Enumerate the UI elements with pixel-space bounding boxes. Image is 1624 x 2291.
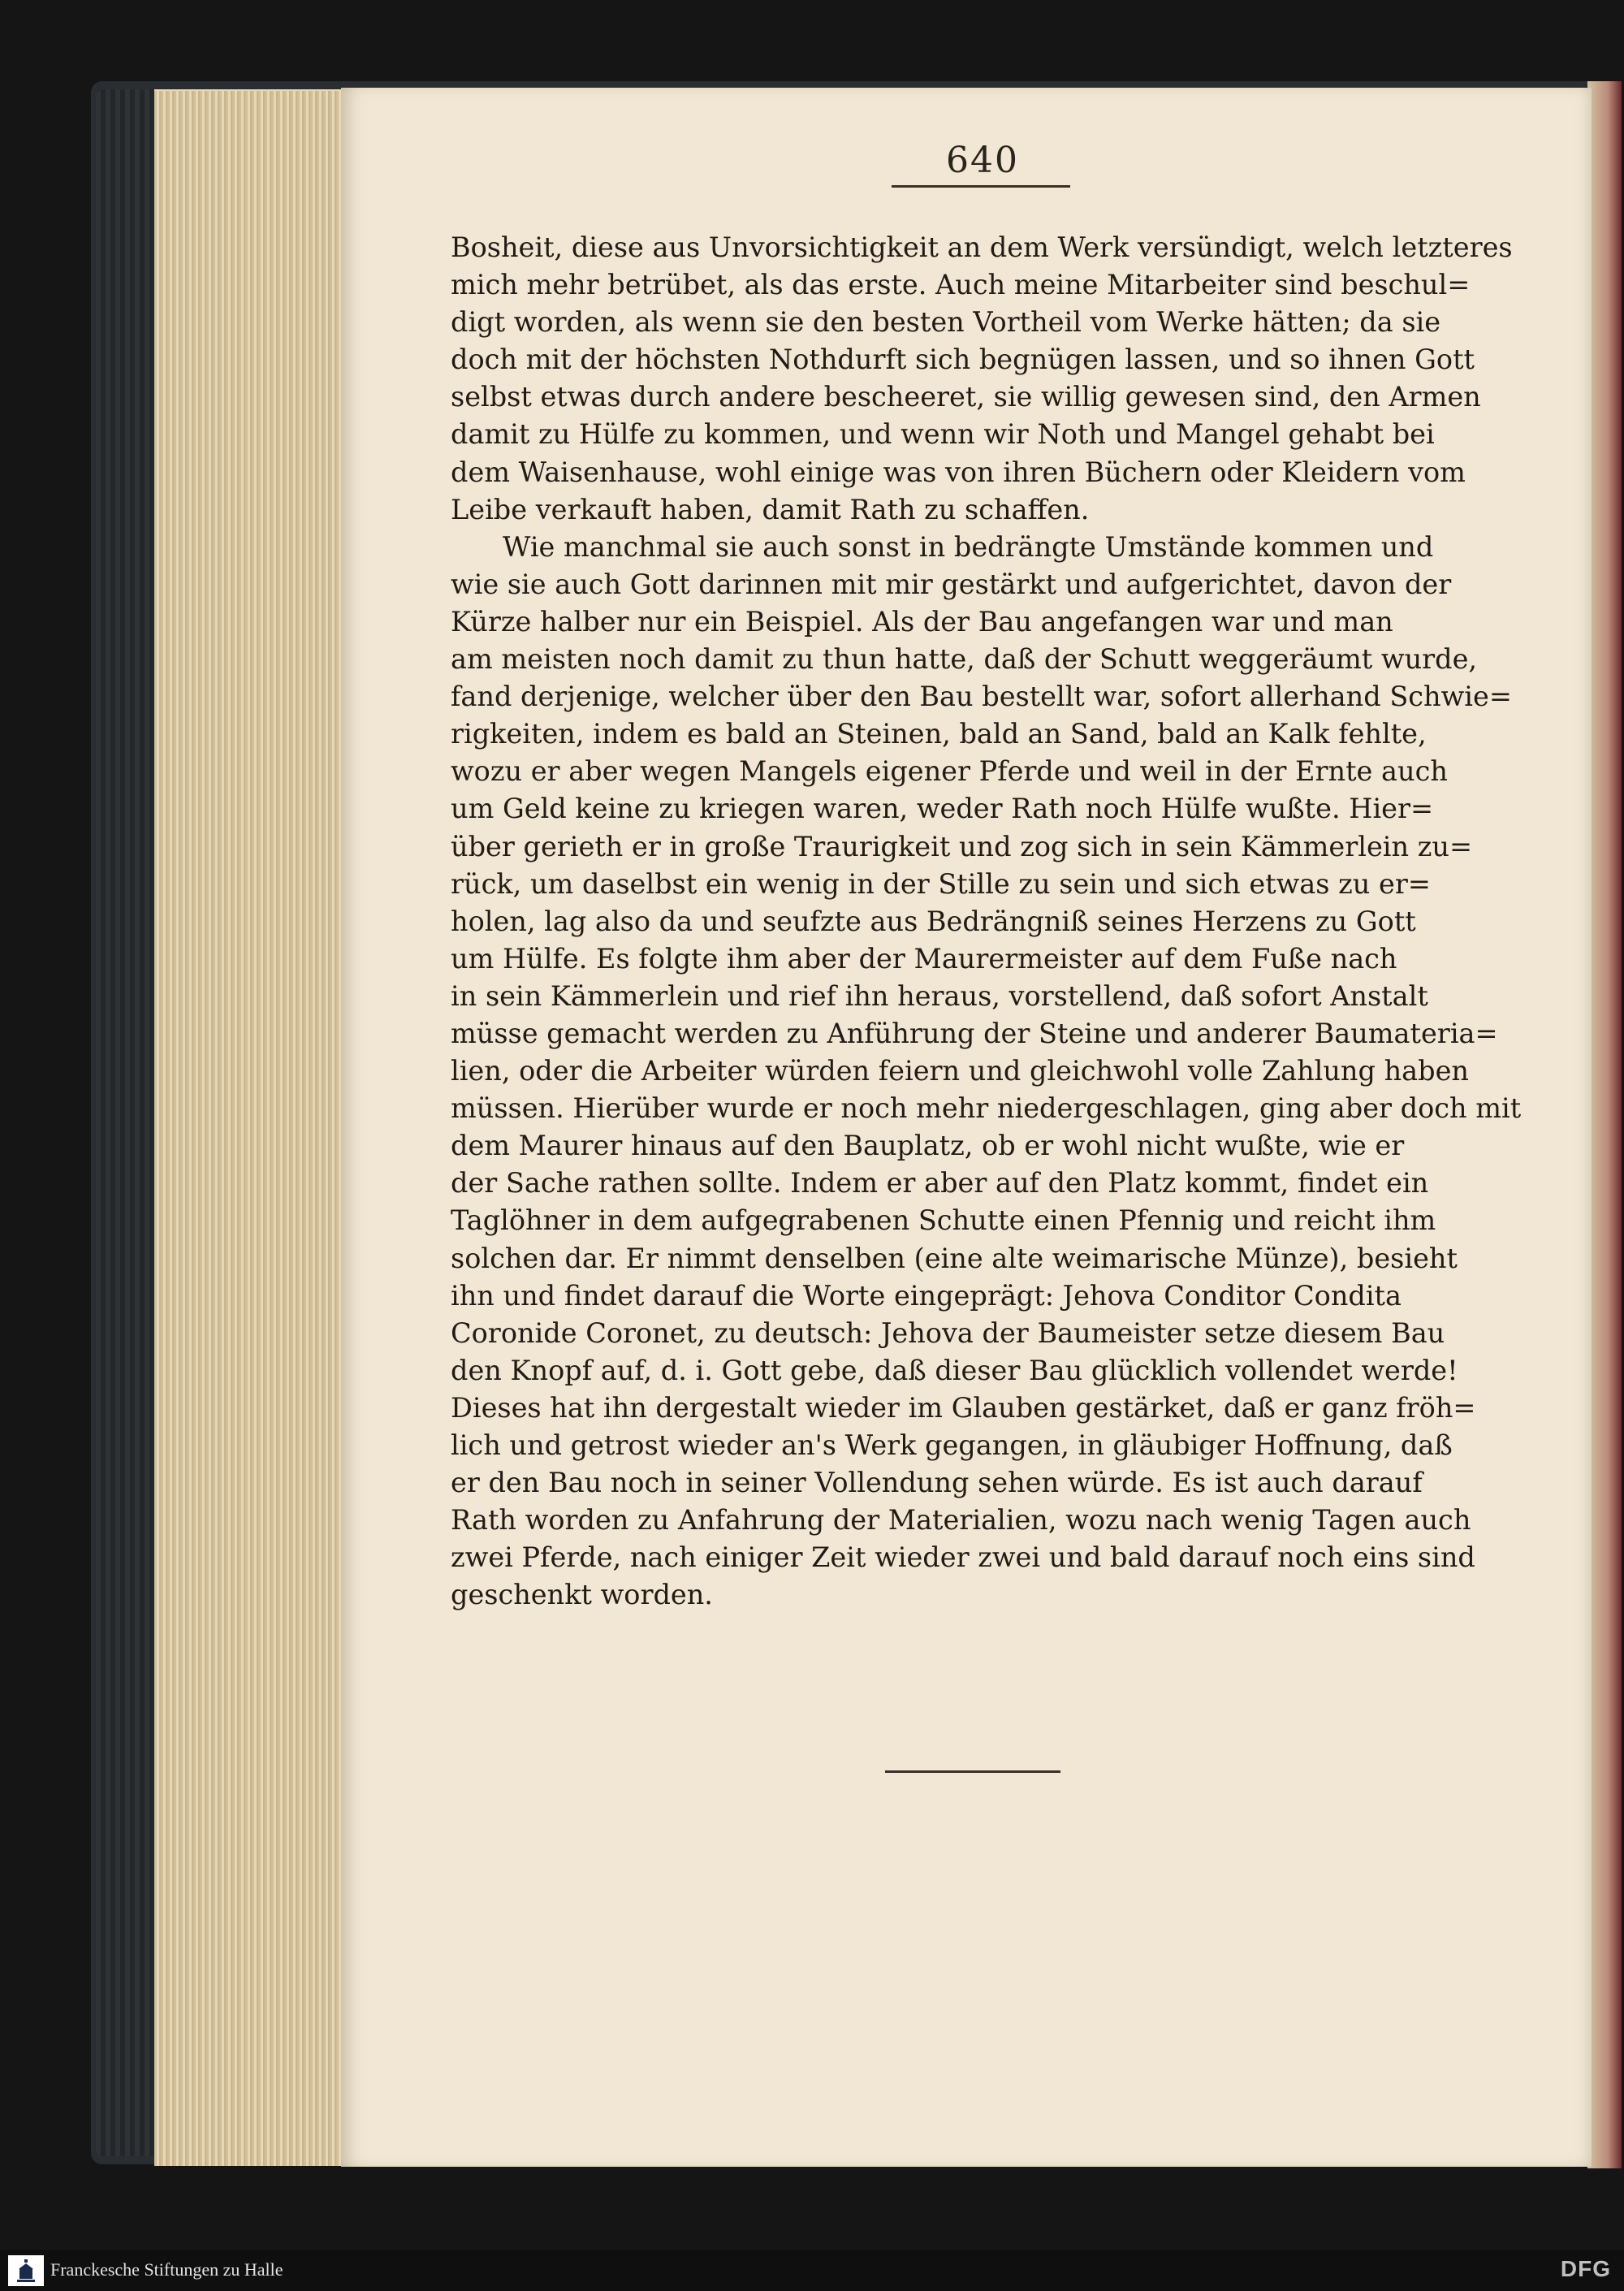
text-line: Bosheit, diese aus Unvorsichtigkeit an dem Werk versündigt, welch letzteres — [451, 231, 1513, 263]
book-right-edge — [1587, 81, 1622, 2168]
text-line: digt worden, als wenn sie den besten Vortheil vom Werke hätten; da sie — [451, 306, 1441, 339]
page-stack — [154, 91, 343, 2166]
text-line: zwei Pferde, nach einiger Zeit wieder zwei und bald darauf noch eins sind — [451, 1541, 1475, 1574]
text-line: lich und getrost wieder an's Werk gegangen, in gläubiger Hoffnung, daß — [451, 1429, 1453, 1461]
text-line: er den Bau noch in seiner Vollendung sehen würde. Es ist auch darauf — [451, 1467, 1423, 1499]
text-line: holen, lag also da und seufzte aus Bedrängniß seines Herzens zu Gott — [451, 905, 1416, 937]
text-line: ihn und findet darauf die Worte eingeprägt: Jehova Conditor Condita — [451, 1279, 1402, 1312]
text-line: Wie manchmal sie auch sonst in bedrängte Umstände kommen und — [503, 530, 1434, 563]
text-line: müssen. Hierüber wurde er noch mehr niedergeschlagen, ging aber doch mit — [451, 1092, 1522, 1125]
text-line: dem Maurer hinaus auf den Bauplatz, ob er wohl nicht wußte, wie er — [451, 1130, 1405, 1162]
text-line: Leibe verkauft haben, damit Rath zu schaffen. — [451, 493, 1090, 525]
page-number: 640 — [946, 140, 1019, 181]
text-line: Kürze halber nur ein Beispiel. Als der Bau angefangen war und man — [451, 605, 1393, 638]
text-line: in sein Kämmerlein und rief ihn heraus, vorstellend, daß sofort Anstalt — [451, 979, 1428, 1012]
text-line: den Knopf auf, d. i. Gott gebe, daß dieser Bau glücklich vollendet werde! — [451, 1354, 1458, 1386]
text-line: rück, um daselbst ein wenig in der Stille zu sein und sich etwas zu er= — [451, 867, 1431, 900]
text-line: Dieses hat ihn dergestalt wieder im Glauben gestärket, daß er ganz fröh= — [451, 1391, 1476, 1424]
page-number-rule — [892, 185, 1070, 188]
text-line: mich mehr betrübet, als das erste. Auch meine Mitarbeiter sind beschul= — [451, 269, 1471, 301]
text-line: Coronide Coronet, zu deutsch: Jehova der Baumeister setze diesem Bau — [451, 1316, 1445, 1349]
text-line: selbst etwas durch andere bescheeret, sie willig gewesen sind, den Armen — [451, 381, 1481, 413]
text-line: lien, oder die Arbeiter würden feiern und gleichwohl volle Zahlung haben — [451, 1055, 1469, 1087]
text-line: damit zu Hülfe zu kommen, und wenn wir Noth und Mangel gehabt bei — [451, 418, 1435, 451]
text-line: geschenkt worden. — [451, 1579, 713, 1611]
text-line: Taglöhner in dem aufgegrabenen Schutte einen Pfennig und reicht ihm — [451, 1204, 1436, 1237]
text-line: fand derjenige, welcher über den Bau bestellt war, sofort allerhand Schwie= — [451, 681, 1512, 713]
end-rule — [885, 1770, 1060, 1773]
institution-label: Franckesche Stiftungen zu Halle — [50, 2259, 283, 2280]
text-line: müsse gemacht werden zu Anführung der Steine und anderer Baumateria= — [451, 1017, 1498, 1049]
text-line: doch mit der höchsten Nothdurft sich begnügen lassen, und so ihnen Gott — [451, 344, 1475, 376]
text-line: dem Waisenhause, wohl einige was von ihren Büchern oder Kleidern vom — [451, 456, 1466, 488]
text-line: um Hülfe. Es folgte ihm aber der Maurermeister auf dem Fuße nach — [451, 942, 1397, 975]
text-line: solchen dar. Er nimmt denselben (eine alte weimarische Münze), besieht — [451, 1242, 1458, 1274]
page-text — [451, 229, 1522, 1614]
viewer-footer — [0, 2250, 1624, 2291]
dfg-logo: DFG — [1560, 2256, 1611, 2281]
text-line: über gerieth er in große Traurigkeit und zog sich in sein Kämmerlein zu= — [451, 830, 1473, 862]
text-line: wozu er aber wegen Mangels eigener Pferde und weil in der Ernte auch — [451, 755, 1448, 788]
text-line: rigkeiten, indem es bald an Steinen, bald an Sand, bald an Kalk fehlte, — [451, 718, 1427, 750]
text-line: am meisten noch damit zu thun hatte, daß der Schutt weggeräumt wurde, — [451, 643, 1478, 676]
franckesche-stiftungen-logo-icon — [8, 2255, 44, 2286]
text-line: wie sie auch Gott darinnen mit mir gestärkt und aufgerichtet, davon der — [451, 568, 1452, 600]
text-line: der Sache rathen sollte. Indem er aber auf den Platz kommt, findet ein — [451, 1167, 1429, 1200]
text-line: um Geld keine zu kriegen waren, weder Rath noch Hülfe wußte. Hier= — [451, 793, 1434, 825]
text-line: Rath worden zu Anfahrung der Materialien, wozu nach wenig Tagen auch — [451, 1504, 1471, 1537]
